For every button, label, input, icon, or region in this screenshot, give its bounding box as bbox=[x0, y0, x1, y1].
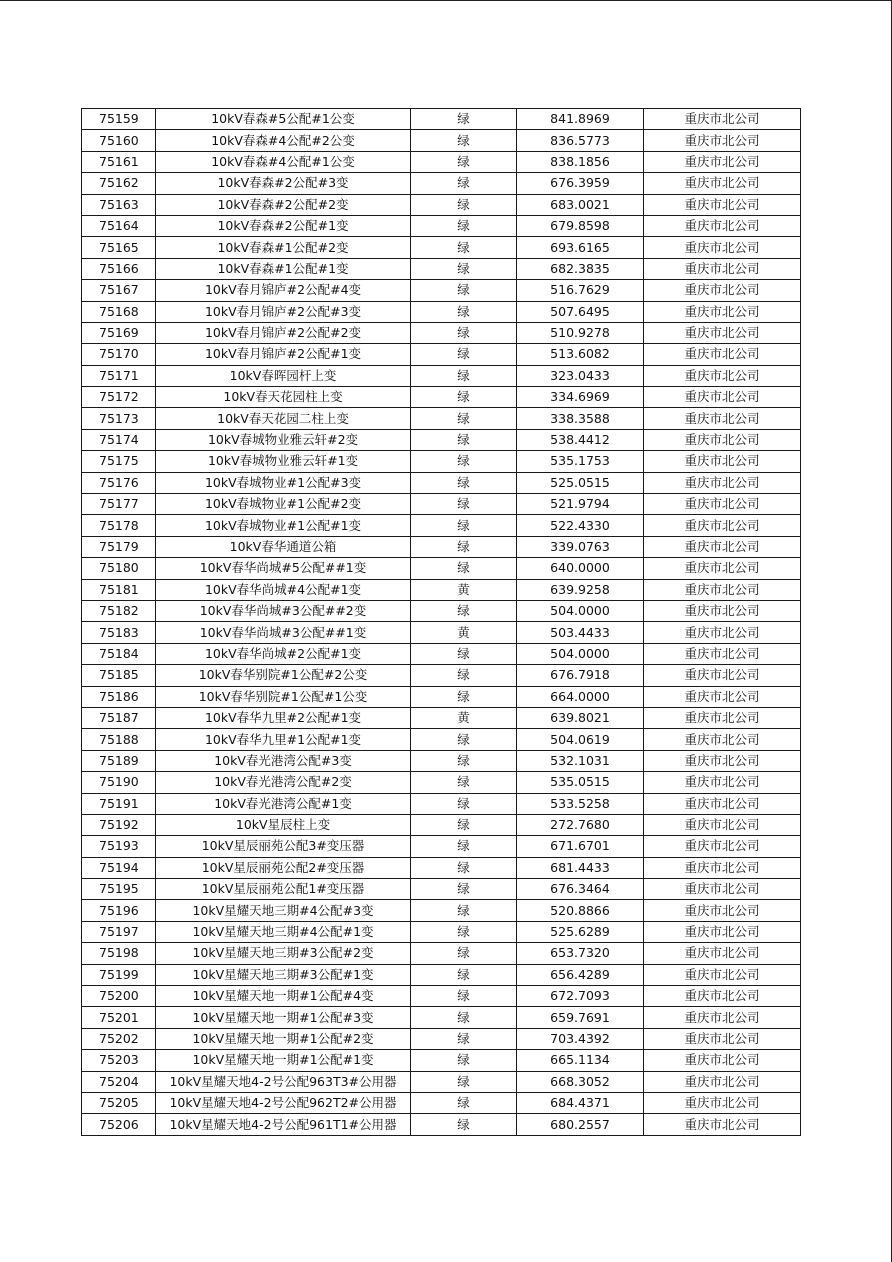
value-cell: 339.0763 bbox=[517, 536, 644, 557]
status-color-cell: 绿 bbox=[411, 836, 517, 857]
table-row bbox=[82, 814, 801, 835]
value-cell: 338.3588 bbox=[517, 408, 644, 429]
table-row bbox=[82, 515, 801, 536]
table-row bbox=[82, 986, 801, 1007]
company-cell: 重庆市北公司 bbox=[644, 387, 801, 408]
company-cell: 重庆市北公司 bbox=[644, 1092, 801, 1113]
status-color-cell: 绿 bbox=[411, 665, 517, 686]
company-cell: 重庆市北公司 bbox=[644, 729, 801, 750]
transformer-name-cell: 10kV星耀天地一期#1公配#1变 bbox=[156, 1050, 411, 1071]
company-cell: 重庆市北公司 bbox=[644, 1114, 801, 1135]
status-color-cell: 绿 bbox=[411, 387, 517, 408]
value-cell: 507.6495 bbox=[517, 301, 644, 322]
status-color-cell: 绿 bbox=[411, 686, 517, 707]
table-row bbox=[82, 130, 801, 151]
transformer-name-cell: 10kV星耀天地三期#3公配#2变 bbox=[156, 943, 411, 964]
record-id-cell: 75175 bbox=[82, 451, 156, 472]
company-cell: 重庆市北公司 bbox=[644, 237, 801, 258]
record-id-cell: 75190 bbox=[82, 772, 156, 793]
record-id-cell: 75181 bbox=[82, 579, 156, 600]
record-id-cell: 75169 bbox=[82, 322, 156, 343]
table-row bbox=[82, 1092, 801, 1113]
transformer-name-cell: 10kV星耀天地三期#4公配#1变 bbox=[156, 921, 411, 942]
record-id-cell: 75173 bbox=[82, 408, 156, 429]
page-top-border bbox=[0, 0, 892, 1]
transformer-name-cell: 10kV春光港湾公配#1变 bbox=[156, 793, 411, 814]
table-row bbox=[82, 280, 801, 301]
value-cell: 521.9794 bbox=[517, 494, 644, 515]
company-cell: 重庆市北公司 bbox=[644, 772, 801, 793]
transformer-name-cell: 10kV春华九里#2公配#1变 bbox=[156, 707, 411, 728]
transformer-name-cell: 10kV春天花园二柱上变 bbox=[156, 408, 411, 429]
company-cell: 重庆市北公司 bbox=[644, 964, 801, 985]
record-id-cell: 75161 bbox=[82, 151, 156, 172]
table-row bbox=[82, 579, 801, 600]
company-cell: 重庆市北公司 bbox=[644, 943, 801, 964]
table-row bbox=[82, 964, 801, 985]
transformer-name-cell: 10kV春城物业#1公配#1变 bbox=[156, 515, 411, 536]
transformer-name-cell: 10kV春城物业#1公配#3变 bbox=[156, 472, 411, 493]
company-cell: 重庆市北公司 bbox=[644, 600, 801, 621]
table-row bbox=[82, 622, 801, 643]
transformer-name-cell: 10kV星辰丽苑公配1#变压器 bbox=[156, 879, 411, 900]
table-body bbox=[82, 109, 801, 1136]
transformer-name-cell: 10kV春华通道公箱 bbox=[156, 536, 411, 557]
transformer-name-cell: 10kV春森#1公配#1变 bbox=[156, 258, 411, 279]
company-cell: 重庆市北公司 bbox=[644, 280, 801, 301]
status-color-cell: 绿 bbox=[411, 1071, 517, 1092]
record-id-cell: 75191 bbox=[82, 793, 156, 814]
record-id-cell: 75188 bbox=[82, 729, 156, 750]
value-cell: 656.4289 bbox=[517, 964, 644, 985]
value-cell: 665.1134 bbox=[517, 1050, 644, 1071]
value-cell: 836.5773 bbox=[517, 130, 644, 151]
table-row bbox=[82, 900, 801, 921]
company-cell: 重庆市北公司 bbox=[644, 1050, 801, 1071]
company-cell: 重庆市北公司 bbox=[644, 258, 801, 279]
transformer-name-cell: 10kV星耀天地一期#1公配#2变 bbox=[156, 1028, 411, 1049]
table-row bbox=[82, 472, 801, 493]
record-id-cell: 75168 bbox=[82, 301, 156, 322]
value-cell: 681.4433 bbox=[517, 857, 644, 878]
status-color-cell: 绿 bbox=[411, 451, 517, 472]
status-color-cell: 绿 bbox=[411, 857, 517, 878]
transformer-name-cell: 10kV春光港湾公配#3变 bbox=[156, 750, 411, 771]
company-cell: 重庆市北公司 bbox=[644, 857, 801, 878]
table-row bbox=[82, 344, 801, 365]
table-row bbox=[82, 643, 801, 664]
value-cell: 504.0619 bbox=[517, 729, 644, 750]
company-cell: 重庆市北公司 bbox=[644, 451, 801, 472]
record-id-cell: 75199 bbox=[82, 964, 156, 985]
company-cell: 重庆市北公司 bbox=[644, 472, 801, 493]
table-row bbox=[82, 494, 801, 515]
record-id-cell: 75171 bbox=[82, 365, 156, 386]
record-id-cell: 75179 bbox=[82, 536, 156, 557]
value-cell: 693.6165 bbox=[517, 237, 644, 258]
status-color-cell: 绿 bbox=[411, 1092, 517, 1113]
record-id-cell: 75205 bbox=[82, 1092, 156, 1113]
company-cell: 重庆市北公司 bbox=[644, 515, 801, 536]
record-id-cell: 75194 bbox=[82, 857, 156, 878]
status-color-cell: 绿 bbox=[411, 772, 517, 793]
transformer-name-cell: 10kV春森#2公配#3变 bbox=[156, 173, 411, 194]
company-cell: 重庆市北公司 bbox=[644, 921, 801, 942]
company-cell: 重庆市北公司 bbox=[644, 109, 801, 130]
value-cell: 640.0000 bbox=[517, 558, 644, 579]
company-cell: 重庆市北公司 bbox=[644, 408, 801, 429]
status-color-cell: 绿 bbox=[411, 729, 517, 750]
record-id-cell: 75184 bbox=[82, 643, 156, 664]
value-cell: 841.8969 bbox=[517, 109, 644, 130]
record-id-cell: 75166 bbox=[82, 258, 156, 279]
record-id-cell: 75174 bbox=[82, 429, 156, 450]
transformer-name-cell: 10kV星耀天地三期#4公配#3变 bbox=[156, 900, 411, 921]
status-color-cell: 绿 bbox=[411, 301, 517, 322]
transformer-name-cell: 10kV春华九里#1公配#1变 bbox=[156, 729, 411, 750]
table-row bbox=[82, 793, 801, 814]
table-row bbox=[82, 322, 801, 343]
value-cell: 525.6289 bbox=[517, 921, 644, 942]
company-cell: 重庆市北公司 bbox=[644, 173, 801, 194]
table-row bbox=[82, 729, 801, 750]
value-cell: 272.7680 bbox=[517, 814, 644, 835]
transformer-name-cell: 10kV春华别院#1公配#1公变 bbox=[156, 686, 411, 707]
value-cell: 703.4392 bbox=[517, 1028, 644, 1049]
status-color-cell: 绿 bbox=[411, 921, 517, 942]
status-color-cell: 绿 bbox=[411, 130, 517, 151]
company-cell: 重庆市北公司 bbox=[644, 1071, 801, 1092]
transformer-name-cell: 10kV春森#4公配#1公变 bbox=[156, 151, 411, 172]
transformer-name-cell: 10kV春光港湾公配#2变 bbox=[156, 772, 411, 793]
status-color-cell: 绿 bbox=[411, 215, 517, 236]
transformer-name-cell: 10kV春华尚城#3公配##1变 bbox=[156, 622, 411, 643]
table-row bbox=[82, 109, 801, 130]
value-cell: 516.7629 bbox=[517, 280, 644, 301]
value-cell: 522.4330 bbox=[517, 515, 644, 536]
table-row bbox=[82, 429, 801, 450]
table-row bbox=[82, 301, 801, 322]
table-row bbox=[82, 1114, 801, 1135]
transformer-name-cell: 10kV春月锦庐#2公配#1变 bbox=[156, 344, 411, 365]
table-row bbox=[82, 943, 801, 964]
record-id-cell: 75170 bbox=[82, 344, 156, 365]
company-cell: 重庆市北公司 bbox=[644, 750, 801, 771]
table-row bbox=[82, 879, 801, 900]
status-color-cell: 绿 bbox=[411, 494, 517, 515]
table-row bbox=[82, 194, 801, 215]
value-cell: 679.8598 bbox=[517, 215, 644, 236]
value-cell: 683.0021 bbox=[517, 194, 644, 215]
value-cell: 639.9258 bbox=[517, 579, 644, 600]
transformer-name-cell: 10kV春城物业雅云轩#2变 bbox=[156, 429, 411, 450]
status-color-cell: 绿 bbox=[411, 280, 517, 301]
status-color-cell: 绿 bbox=[411, 558, 517, 579]
transformer-name-cell: 10kV春月锦庐#2公配#4变 bbox=[156, 280, 411, 301]
transformer-name-cell: 10kV春华尚城#4公配#1变 bbox=[156, 579, 411, 600]
transformer-name-cell: 10kV春月锦庐#2公配#2变 bbox=[156, 322, 411, 343]
transformer-name-cell: 10kV春华尚城#5公配##1变 bbox=[156, 558, 411, 579]
company-cell: 重庆市北公司 bbox=[644, 215, 801, 236]
company-cell: 重庆市北公司 bbox=[644, 558, 801, 579]
status-color-cell: 绿 bbox=[411, 173, 517, 194]
value-cell: 659.7691 bbox=[517, 1007, 644, 1028]
company-cell: 重庆市北公司 bbox=[644, 643, 801, 664]
status-color-cell: 绿 bbox=[411, 515, 517, 536]
company-cell: 重庆市北公司 bbox=[644, 1028, 801, 1049]
record-id-cell: 75178 bbox=[82, 515, 156, 536]
value-cell: 671.6701 bbox=[517, 836, 644, 857]
table-row bbox=[82, 237, 801, 258]
value-cell: 682.3835 bbox=[517, 258, 644, 279]
company-cell: 重庆市北公司 bbox=[644, 344, 801, 365]
value-cell: 664.0000 bbox=[517, 686, 644, 707]
company-cell: 重庆市北公司 bbox=[644, 429, 801, 450]
status-color-cell: 绿 bbox=[411, 429, 517, 450]
value-cell: 533.5258 bbox=[517, 793, 644, 814]
record-id-cell: 75200 bbox=[82, 986, 156, 1007]
company-cell: 重庆市北公司 bbox=[644, 536, 801, 557]
company-cell: 重庆市北公司 bbox=[644, 665, 801, 686]
status-color-cell: 绿 bbox=[411, 408, 517, 429]
value-cell: 668.3052 bbox=[517, 1071, 644, 1092]
value-cell: 520.8866 bbox=[517, 900, 644, 921]
record-id-cell: 75189 bbox=[82, 750, 156, 771]
record-id-cell: 75185 bbox=[82, 665, 156, 686]
record-id-cell: 75164 bbox=[82, 215, 156, 236]
company-cell: 重庆市北公司 bbox=[644, 793, 801, 814]
value-cell: 525.0515 bbox=[517, 472, 644, 493]
company-cell: 重庆市北公司 bbox=[644, 322, 801, 343]
transformer-name-cell: 10kV春月锦庐#2公配#3变 bbox=[156, 301, 411, 322]
record-id-cell: 75177 bbox=[82, 494, 156, 515]
status-color-cell: 绿 bbox=[411, 194, 517, 215]
table-row bbox=[82, 665, 801, 686]
value-cell: 538.4412 bbox=[517, 429, 644, 450]
table-row bbox=[82, 1028, 801, 1049]
status-color-cell: 绿 bbox=[411, 943, 517, 964]
company-cell: 重庆市北公司 bbox=[644, 686, 801, 707]
value-cell: 653.7320 bbox=[517, 943, 644, 964]
value-cell: 676.7918 bbox=[517, 665, 644, 686]
table-row bbox=[82, 836, 801, 857]
transformer-name-cell: 10kV星耀天地4-2号公配961T1#公用器 bbox=[156, 1114, 411, 1135]
status-color-cell: 绿 bbox=[411, 900, 517, 921]
status-color-cell: 绿 bbox=[411, 964, 517, 985]
transformer-name-cell: 10kV春森#5公配#1公变 bbox=[156, 109, 411, 130]
value-cell: 334.6969 bbox=[517, 387, 644, 408]
record-id-cell: 75193 bbox=[82, 836, 156, 857]
company-cell: 重庆市北公司 bbox=[644, 836, 801, 857]
value-cell: 504.0000 bbox=[517, 643, 644, 664]
status-color-cell: 绿 bbox=[411, 344, 517, 365]
table-row bbox=[82, 408, 801, 429]
record-id-cell: 75159 bbox=[82, 109, 156, 130]
table-row bbox=[82, 558, 801, 579]
record-id-cell: 75202 bbox=[82, 1028, 156, 1049]
status-color-cell: 绿 bbox=[411, 237, 517, 258]
status-color-cell: 绿 bbox=[411, 879, 517, 900]
value-cell: 504.0000 bbox=[517, 600, 644, 621]
status-color-cell: 黄 bbox=[411, 707, 517, 728]
data-table bbox=[81, 108, 801, 1136]
company-cell: 重庆市北公司 bbox=[644, 130, 801, 151]
status-color-cell: 绿 bbox=[411, 109, 517, 130]
transformer-name-cell: 10kV星辰丽苑公配2#变压器 bbox=[156, 857, 411, 878]
status-color-cell: 绿 bbox=[411, 151, 517, 172]
record-id-cell: 75201 bbox=[82, 1007, 156, 1028]
table-row bbox=[82, 151, 801, 172]
status-color-cell: 绿 bbox=[411, 1114, 517, 1135]
company-cell: 重庆市北公司 bbox=[644, 301, 801, 322]
table-row bbox=[82, 536, 801, 557]
value-cell: 503.4433 bbox=[517, 622, 644, 643]
transformer-name-cell: 10kV春森#2公配#1变 bbox=[156, 215, 411, 236]
company-cell: 重庆市北公司 bbox=[644, 151, 801, 172]
table-row bbox=[82, 1071, 801, 1092]
transformer-name-cell: 10kV星辰丽苑公配3#变压器 bbox=[156, 836, 411, 857]
table-row bbox=[82, 365, 801, 386]
record-id-cell: 75183 bbox=[82, 622, 156, 643]
status-color-cell: 绿 bbox=[411, 1007, 517, 1028]
transformer-name-cell: 10kV春华别院#1公配#2公变 bbox=[156, 665, 411, 686]
company-cell: 重庆市北公司 bbox=[644, 900, 801, 921]
value-cell: 535.0515 bbox=[517, 772, 644, 793]
record-id-cell: 75192 bbox=[82, 814, 156, 835]
transformer-name-cell: 10kV星耀天地4-2号公配963T3#公用器 bbox=[156, 1071, 411, 1092]
transformer-name-cell: 10kV星辰柱上变 bbox=[156, 814, 411, 835]
record-id-cell: 75195 bbox=[82, 879, 156, 900]
record-id-cell: 75176 bbox=[82, 472, 156, 493]
company-cell: 重庆市北公司 bbox=[644, 194, 801, 215]
status-color-cell: 绿 bbox=[411, 986, 517, 1007]
company-cell: 重庆市北公司 bbox=[644, 622, 801, 643]
status-color-cell: 绿 bbox=[411, 322, 517, 343]
record-id-cell: 75172 bbox=[82, 387, 156, 408]
value-cell: 639.8021 bbox=[517, 707, 644, 728]
company-cell: 重庆市北公司 bbox=[644, 986, 801, 1007]
value-cell: 323.0433 bbox=[517, 365, 644, 386]
value-cell: 510.9278 bbox=[517, 322, 644, 343]
transformer-name-cell: 10kV春森#4公配#2公变 bbox=[156, 130, 411, 151]
record-id-cell: 75167 bbox=[82, 280, 156, 301]
status-color-cell: 绿 bbox=[411, 536, 517, 557]
value-cell: 684.4371 bbox=[517, 1092, 644, 1113]
record-id-cell: 75180 bbox=[82, 558, 156, 579]
record-id-cell: 75197 bbox=[82, 921, 156, 942]
status-color-cell: 绿 bbox=[411, 750, 517, 771]
company-cell: 重庆市北公司 bbox=[644, 814, 801, 835]
status-color-cell: 绿 bbox=[411, 1028, 517, 1049]
transformer-name-cell: 10kV春城物业雅云轩#1变 bbox=[156, 451, 411, 472]
record-id-cell: 75186 bbox=[82, 686, 156, 707]
table-row bbox=[82, 387, 801, 408]
value-cell: 838.1856 bbox=[517, 151, 644, 172]
table-row bbox=[82, 857, 801, 878]
company-cell: 重庆市北公司 bbox=[644, 579, 801, 600]
value-cell: 672.7093 bbox=[517, 986, 644, 1007]
table-row bbox=[82, 1007, 801, 1028]
record-id-cell: 75196 bbox=[82, 900, 156, 921]
transformer-name-cell: 10kV春森#1公配#2变 bbox=[156, 237, 411, 258]
status-color-cell: 绿 bbox=[411, 472, 517, 493]
transformer-name-cell: 10kV春天花园柱上变 bbox=[156, 387, 411, 408]
value-cell: 535.1753 bbox=[517, 451, 644, 472]
value-cell: 513.6082 bbox=[517, 344, 644, 365]
transformer-name-cell: 10kV春华尚城#2公配#1变 bbox=[156, 643, 411, 664]
table-row bbox=[82, 215, 801, 236]
status-color-cell: 绿 bbox=[411, 793, 517, 814]
status-color-cell: 黄 bbox=[411, 622, 517, 643]
value-cell: 676.3959 bbox=[517, 173, 644, 194]
table-row bbox=[82, 707, 801, 728]
status-color-cell: 绿 bbox=[411, 600, 517, 621]
value-cell: 680.2557 bbox=[517, 1114, 644, 1135]
company-cell: 重庆市北公司 bbox=[644, 365, 801, 386]
record-id-cell: 75187 bbox=[82, 707, 156, 728]
transformer-name-cell: 10kV星耀天地三期#3公配#1变 bbox=[156, 964, 411, 985]
company-cell: 重庆市北公司 bbox=[644, 879, 801, 900]
transformer-name-cell: 10kV春晖园杆上变 bbox=[156, 365, 411, 386]
record-id-cell: 75165 bbox=[82, 237, 156, 258]
table-row bbox=[82, 600, 801, 621]
record-id-cell: 75198 bbox=[82, 943, 156, 964]
record-id-cell: 75203 bbox=[82, 1050, 156, 1071]
status-color-cell: 绿 bbox=[411, 365, 517, 386]
transformer-name-cell: 10kV星耀天地4-2号公配962T2#公用器 bbox=[156, 1092, 411, 1113]
transformer-name-cell: 10kV星耀天地一期#1公配#4变 bbox=[156, 986, 411, 1007]
record-id-cell: 75163 bbox=[82, 194, 156, 215]
record-id-cell: 75160 bbox=[82, 130, 156, 151]
table-row bbox=[82, 772, 801, 793]
company-cell: 重庆市北公司 bbox=[644, 494, 801, 515]
status-color-cell: 黄 bbox=[411, 579, 517, 600]
table-row bbox=[82, 686, 801, 707]
record-id-cell: 75162 bbox=[82, 173, 156, 194]
value-cell: 676.3464 bbox=[517, 879, 644, 900]
table-row bbox=[82, 1050, 801, 1071]
transformer-name-cell: 10kV春森#2公配#2变 bbox=[156, 194, 411, 215]
transformer-name-cell: 10kV星耀天地一期#1公配#3变 bbox=[156, 1007, 411, 1028]
table-row bbox=[82, 451, 801, 472]
status-color-cell: 绿 bbox=[411, 814, 517, 835]
company-cell: 重庆市北公司 bbox=[644, 707, 801, 728]
record-id-cell: 75206 bbox=[82, 1114, 156, 1135]
table-row bbox=[82, 921, 801, 942]
record-id-cell: 75182 bbox=[82, 600, 156, 621]
transformer-name-cell: 10kV春华尚城#3公配##2变 bbox=[156, 600, 411, 621]
value-cell: 532.1031 bbox=[517, 750, 644, 771]
transformer-name-cell: 10kV春城物业#1公配#2变 bbox=[156, 494, 411, 515]
company-cell: 重庆市北公司 bbox=[644, 1007, 801, 1028]
status-color-cell: 绿 bbox=[411, 643, 517, 664]
record-id-cell: 75204 bbox=[82, 1071, 156, 1092]
table-row bbox=[82, 258, 801, 279]
status-color-cell: 绿 bbox=[411, 1050, 517, 1071]
table-row bbox=[82, 750, 801, 771]
status-color-cell: 绿 bbox=[411, 258, 517, 279]
table-row bbox=[82, 173, 801, 194]
